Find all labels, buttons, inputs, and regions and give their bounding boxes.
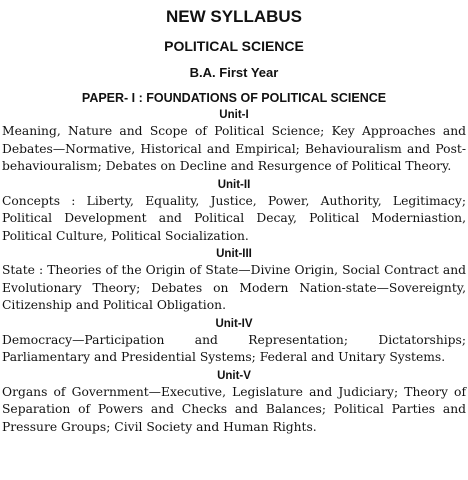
document-title: NEW SYLLABUS xyxy=(166,7,302,26)
unit-1-text: Meaning, Nature and Scope of Political Science; Key Approaches and Debates—Normative, Historical and Empirical; Behaviouralism and Post-behaviouralism; Debates on Decline and Resurgence of Political Theory. xyxy=(2,124,466,173)
unit-1-title: Unit-I xyxy=(219,109,249,121)
year-heading: B.A. First Year xyxy=(189,65,279,80)
paper-heading: PAPER- I : FOUNDATIONS OF POLITICAL SCIENCE xyxy=(81,91,387,105)
unit-5-title: Unit-V xyxy=(217,369,251,382)
unit-3-text: State : Theories of the Origin of State—Divine Origin, Social Contract and Evolutionary Theory; Debates on Modern Nation-state—Sovereignty, Citizenship and Political Obligation. xyxy=(2,263,466,312)
unit-5-text: Organs of Government—Executive, Legislature and Judiciary; Theory of Separation of Powers and Checks and Balances; Political Parties and Pressure Groups; Civil Society and Human Rights. xyxy=(2,384,466,434)
unit-4-title: Unit-IV xyxy=(215,317,253,330)
unit-2-title: Unit-II xyxy=(217,178,251,191)
unit-4-text: Democracy—Participation and Representation; Dictatorships; Parliamentary and Presidential Systems; Federal and Unitary Systems. xyxy=(2,332,466,364)
subject-heading: POLITICAL SCIENCE xyxy=(164,38,304,54)
unit-3-title: Unit-III xyxy=(216,248,252,260)
unit-2-text: Concepts : Liberty, Equality, Justice, Power, Authority, Legitimacy; Political Development and Political Decay, Political Moderniastion, Political Culture, Political Socialization. xyxy=(2,193,466,243)
